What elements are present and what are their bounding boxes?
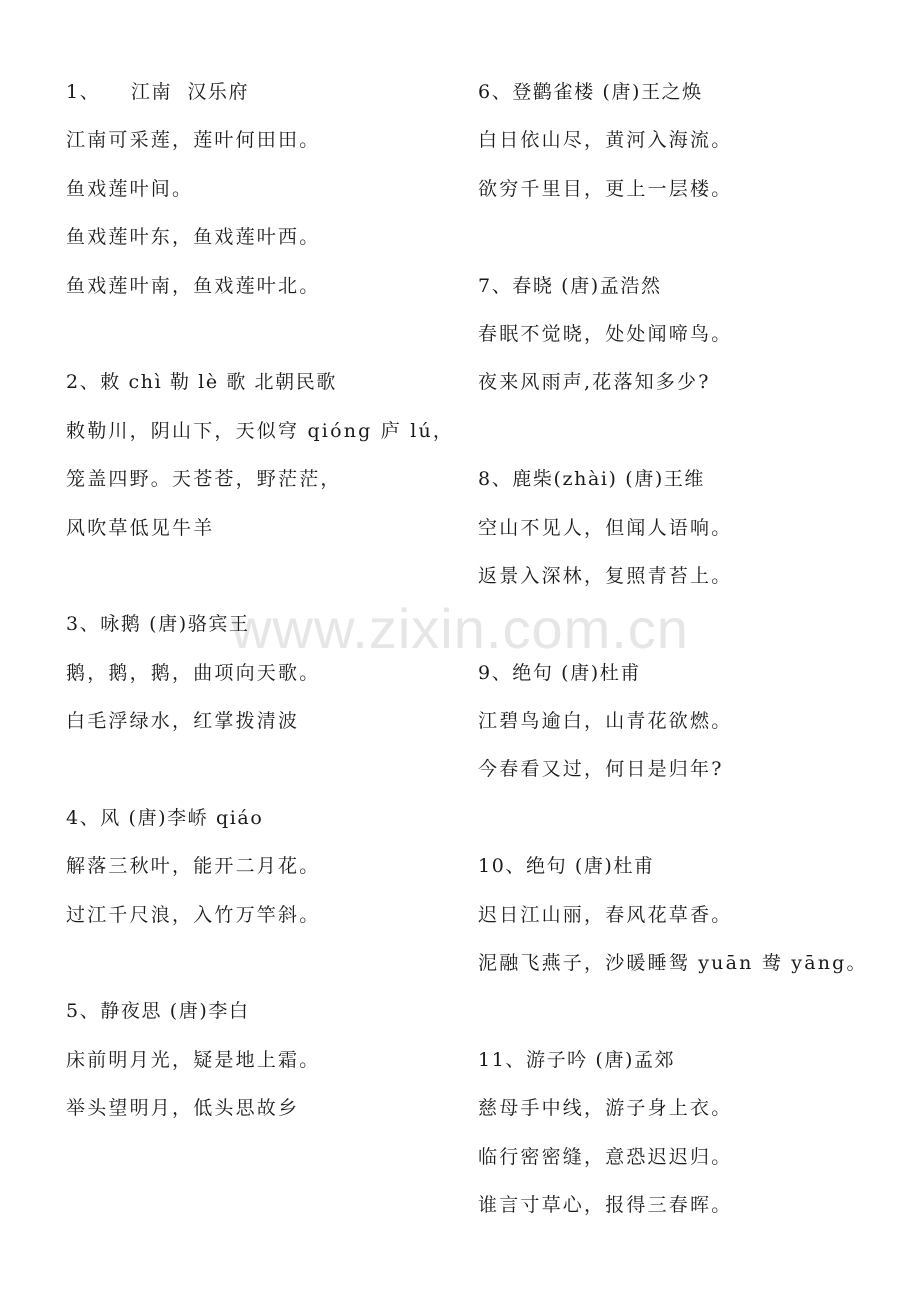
poem-line: 白日依山尽，黄河入海流。 <box>478 129 733 152</box>
poem-line: 江碧鸟逾白，山青花欲燃。 <box>478 710 733 733</box>
poem-line: 风吹草低见牛羊 <box>66 516 215 539</box>
spacer <box>66 318 486 366</box>
spacer <box>478 608 898 656</box>
poem-line: 返景入深林，复照青苔上。 <box>478 564 733 587</box>
poem-line: 解落三秋叶，能开二月花。 <box>66 855 321 878</box>
watermark: www.zixin.com.cn <box>231 597 689 660</box>
poem-line: 迟日江山丽，春风花草香。 <box>478 903 733 926</box>
poem-line: 白毛浮绿水，红掌拨清波 <box>66 710 300 733</box>
poem-title: 1、 江南 汉乐府 <box>66 81 250 103</box>
poem-line: 鱼戏莲叶间。 <box>66 177 194 200</box>
poem-line: 泥融飞燕子，沙暖睡鸳 yuān 鸯 yāng。 <box>478 952 868 975</box>
poem-11 <box>478 1044 898 1238</box>
poem-7 <box>478 270 898 415</box>
poem-5 <box>66 995 486 1140</box>
poem-line: 敕勒川，阴山下，天似穹 qióng 庐 lú， <box>66 419 455 442</box>
poem-line: 鱼戏莲叶南，鱼戏莲叶北。 <box>66 274 321 297</box>
poem-line: 床前明月光，疑是地上霜。 <box>66 1048 321 1071</box>
poem-line: 笼盖四野。天苍苍，野茫茫， <box>66 468 342 491</box>
spacer <box>478 221 898 269</box>
poem-line: 临行密密缝，意恐迟迟归。 <box>478 1145 733 1168</box>
poem-title: 3、咏鹅 (唐)骆宾王 <box>66 613 250 636</box>
poem-title: 6、登鹳雀楼 (唐)王之焕 <box>478 81 703 103</box>
poem-4 <box>66 802 486 947</box>
poem-title: 8、鹿柴(zhài) (唐)王维 <box>478 468 706 491</box>
poem-title: 4、风 (唐)李峤 qiáo <box>66 806 264 829</box>
poem-10 <box>478 850 898 995</box>
poem-1 <box>66 76 486 318</box>
poem-6 <box>478 76 898 221</box>
poem-8 <box>478 463 898 608</box>
poem-line: 空山不见人，但闻人语响。 <box>478 516 733 539</box>
spacer <box>478 995 898 1043</box>
poem-line: 春眠不觉晓，处处闻啼鸟。 <box>478 322 733 345</box>
poem-2 <box>66 366 486 560</box>
poem-line: 夜来风雨声,花落知多少? <box>478 371 711 394</box>
spacer <box>66 947 486 995</box>
poem-3 <box>66 608 486 753</box>
spacer <box>66 753 486 801</box>
poem-line: 谁言寸草心，报得三春晖。 <box>478 1193 733 1216</box>
poem-line: 欲穷千里目，更上一层楼。 <box>478 177 733 200</box>
poem-title: 11、游子吟 (唐)孟郊 <box>478 1048 676 1071</box>
poem-line: 今春看又过，何日是归年? <box>478 758 724 781</box>
spacer <box>478 415 898 463</box>
poem-line: 鹅，鹅，鹅，曲项向天歌。 <box>66 661 321 684</box>
spacer <box>66 560 486 608</box>
left-column <box>66 76 486 1141</box>
right-column <box>478 76 898 1237</box>
poem-line: 举头望明月，低头思故乡 <box>66 1097 300 1120</box>
poem-line: 鱼戏莲叶东，鱼戏莲叶西。 <box>66 226 321 249</box>
poem-title: 9、绝句 (唐)杜甫 <box>478 661 641 684</box>
poem-line: 过江千尺浪，入竹万竿斜。 <box>66 903 321 926</box>
spacer <box>478 802 898 850</box>
poem-line: 江南可采莲，莲叶何田田。 <box>66 129 321 152</box>
poem-title: 2、敕 chì 勒 lè 歌 北朝民歌 <box>66 371 337 394</box>
poem-line: 慈母手中线，游子身上衣。 <box>478 1097 733 1120</box>
poem-title: 5、静夜思 (唐)李白 <box>66 1000 250 1023</box>
poem-title: 7、春晓 (唐)孟浩然 <box>478 274 662 297</box>
poem-title: 10、绝句 (唐)杜甫 <box>478 855 655 878</box>
poem-9 <box>478 657 898 802</box>
